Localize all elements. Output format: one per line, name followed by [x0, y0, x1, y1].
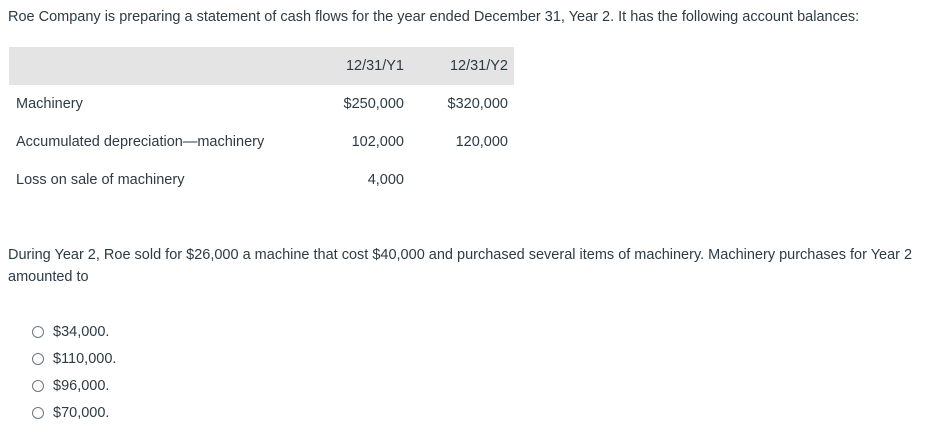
- radio-button[interactable]: [32, 326, 44, 338]
- row-y1-value: 4,000: [367, 172, 404, 188]
- option-label: $70,000.: [53, 404, 110, 421]
- row-y1-value: $250,000: [343, 96, 404, 112]
- row-y2-value: 120,000: [455, 134, 508, 150]
- table-row: [9, 85, 514, 123]
- option-label: $34,000.: [53, 323, 110, 340]
- header-account: [9, 47, 306, 85]
- option-label: $96,000.: [53, 377, 110, 394]
- row-account-name: Machinery: [16, 96, 83, 112]
- answer-option-a[interactable]: [32, 318, 116, 345]
- table-header-row: [9, 47, 514, 85]
- row-account-name: Accumulated depreciation—machinery: [16, 134, 265, 150]
- option-label: $110,000.: [53, 350, 117, 367]
- row-y1-value: 102,000: [351, 134, 404, 150]
- header-y1: 12/31/Y1: [345, 58, 404, 74]
- header-y2: 12/31/Y2: [449, 58, 508, 74]
- radio-button[interactable]: [32, 407, 44, 419]
- radio-button[interactable]: [32, 380, 44, 392]
- row-y2-value: $320,000: [447, 96, 508, 112]
- question-text: During Year 2, Roe sold for $26,000 a machine that cost $40,000 and purchased several items of machinery. Machinery purchases for Year 2 amounted to: [8, 247, 913, 285]
- row-y2-value: [404, 161, 514, 199]
- answer-options: [32, 318, 116, 426]
- intro-text: Roe Company is preparing a statement of cash flows for the year ended December 31, Year 2. It has the following account balances:: [8, 9, 860, 25]
- answer-option-b[interactable]: [32, 345, 116, 372]
- answer-option-c[interactable]: [32, 372, 116, 399]
- radio-button[interactable]: [32, 353, 44, 365]
- account-balances-table: [9, 47, 514, 199]
- table-row: [9, 123, 514, 161]
- answer-option-d[interactable]: [32, 399, 116, 426]
- table-row: [9, 161, 514, 199]
- row-account-name: Loss on sale of machinery: [16, 172, 185, 188]
